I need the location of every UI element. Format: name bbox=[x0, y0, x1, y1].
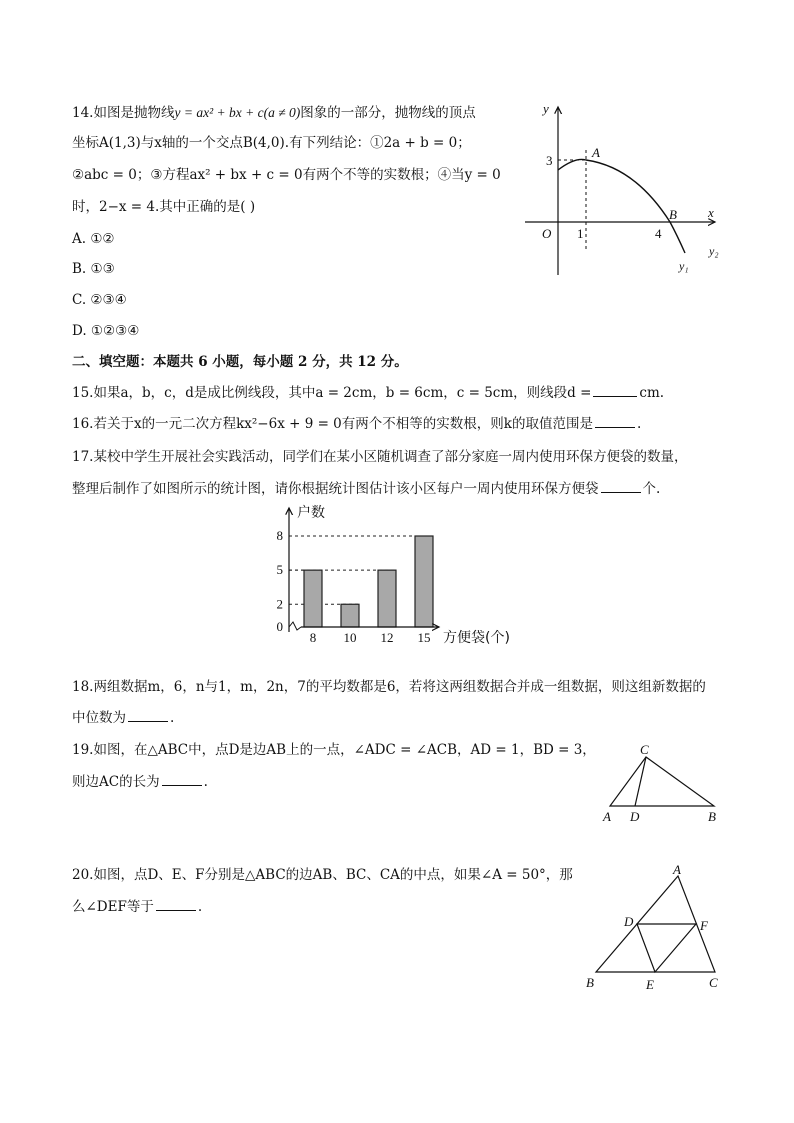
q17-unit: 个. bbox=[642, 481, 661, 497]
q20-midpoint-triangle-def bbox=[637, 924, 696, 972]
chart-x-label: 方便袋(个) bbox=[443, 630, 510, 646]
chart-bar-10 bbox=[341, 604, 359, 627]
q19-line1: 19.如图，在△ABC中，点D是边AB上的一点，∠ADC = ∠ACB，AD = 1，BD = 3， bbox=[72, 742, 596, 758]
q20-line2-text: 么∠DEF等于 bbox=[72, 899, 154, 915]
chart-bar-12 bbox=[378, 570, 396, 627]
chart-bar-15 bbox=[415, 536, 433, 627]
q14-option-c[interactable]: C. ②③④ bbox=[72, 292, 127, 308]
q17-line2 bbox=[72, 480, 660, 498]
q14-equation: y = ax² + bx + c(a ≠ 0) bbox=[174, 105, 301, 120]
section2-heading: 二、填空题：本题共 6 小题，每小题 2 分，共 12 分。 bbox=[72, 354, 408, 370]
q19-answer-blank[interactable] bbox=[162, 773, 202, 786]
chart-x-tick-8: 8 bbox=[309, 630, 317, 645]
chart-x-tick-10: 10 bbox=[343, 630, 357, 645]
q18-end: . bbox=[170, 710, 175, 726]
q14-line2: 坐标A(1,3)与x轴的一个交点B(4,0).有下列结论：①2a + b = 0； bbox=[72, 135, 471, 151]
q14-parabola-figure bbox=[515, 95, 730, 280]
chart-bar-8 bbox=[304, 570, 322, 627]
q14-option-b[interactable]: B. ①③ bbox=[72, 261, 115, 277]
q14-label-a: A bbox=[592, 145, 600, 160]
chart-y-tick-2: 2 bbox=[276, 596, 283, 612]
q14-tick-3: 3 bbox=[546, 153, 553, 168]
q19-label-d: D bbox=[630, 809, 640, 824]
q14-line4: 时，2−x = 4.其中正确的是( ) bbox=[72, 199, 256, 215]
q14-number: 14. bbox=[72, 105, 94, 121]
q14-line1-a: 如图是抛物线 bbox=[93, 105, 175, 121]
q19-line2 bbox=[72, 773, 208, 791]
chart-x-tick-12: 12 bbox=[380, 630, 394, 645]
q16-text: 16.若关于x的一元二次方程kx²−6x + 9 = 0有两个不相等的实数根，则k的取值范围是 bbox=[72, 416, 593, 432]
q18-line2-text: 中位数为 bbox=[72, 710, 126, 726]
q17-answer-blank[interactable] bbox=[601, 480, 641, 493]
q20-label-d: D bbox=[624, 914, 634, 929]
q14-label-y: y bbox=[543, 101, 549, 116]
q20-end: . bbox=[197, 899, 203, 915]
chart-y-tick-8: 8 bbox=[276, 528, 283, 543]
q19-label-b: B bbox=[708, 809, 716, 824]
q14-option-a[interactable]: A. ①② bbox=[72, 231, 115, 247]
q18-line2 bbox=[72, 709, 174, 727]
chart-y-label: 户数 bbox=[297, 505, 325, 521]
q19-label-a: A bbox=[603, 809, 611, 824]
q17-line1: 17.某校中学生开展社会实践活动，同学们在某小区随机调查了部分家庭一周内使用环保方便袋的数量， bbox=[72, 449, 688, 465]
q19-triangle-figure bbox=[598, 742, 728, 827]
q14-line1-b: 图象的一部分，抛物线的顶点 bbox=[300, 105, 476, 121]
q16-answer-blank[interactable] bbox=[595, 415, 635, 428]
q20-label-f: F bbox=[700, 918, 708, 933]
q20-answer-blank[interactable] bbox=[156, 898, 196, 911]
q19-end: . bbox=[203, 774, 208, 790]
q20-triangle-figure bbox=[580, 862, 730, 997]
q15-unit: cm. bbox=[639, 385, 665, 401]
q14-line3: ②abc = 0；③方程ax² + bx + c = 0有两个不等的实数根；④当y = 0 bbox=[72, 167, 501, 183]
chart-y-tick-0: 0 bbox=[276, 619, 283, 634]
q20-label-b: B bbox=[586, 975, 594, 990]
q16-end: . bbox=[636, 416, 642, 432]
q15-answer-blank[interactable] bbox=[593, 384, 637, 397]
q20-label-e: E bbox=[646, 977, 654, 992]
chart-x-tick-15: 15 bbox=[417, 630, 431, 645]
q20-label-a: A bbox=[673, 862, 681, 877]
q18-line1: 18.两组数据m，6，n与1，m，2n，7的平均数都是6，若将这两组数据合并成一组数据，则这组新数据的 bbox=[72, 679, 706, 695]
q15-text: 15.如果a，b，c，d是成比例线段，其中a = 2cm，b = 6cm，c = 5cm，则线段d = bbox=[72, 385, 592, 401]
chart-x-axis-break bbox=[289, 622, 301, 630]
q14-tick-4: 4 bbox=[655, 226, 662, 241]
q20-line2 bbox=[72, 898, 202, 916]
q14-label-b: B bbox=[669, 207, 677, 222]
q14-label-x: x bbox=[708, 205, 714, 220]
q17-bar-chart bbox=[265, 500, 530, 650]
q16-line bbox=[72, 415, 641, 433]
q14-line1 bbox=[72, 104, 476, 122]
q15-line bbox=[72, 384, 664, 402]
q18-answer-blank[interactable] bbox=[128, 709, 168, 722]
q19-line2-text: 则边AC的长为 bbox=[72, 774, 160, 790]
q20-label-c: C bbox=[709, 975, 718, 990]
q14-tick-1: 1 bbox=[577, 226, 584, 241]
q14-label-y2: y₂ bbox=[709, 244, 719, 258]
chart-y-tick-5: 5 bbox=[276, 562, 283, 578]
q17-line2-text: 整理后制作了如图所示的统计图，请你根据统计图估计该小区每户一周内使用环保方便袋 bbox=[72, 481, 599, 497]
q14-label-y1: y₁ bbox=[679, 259, 689, 273]
q20-line1: 20.如图，点D、E、F分别是△ABC的边AB、BC、CA的中点，如果∠A = 50°，那 bbox=[72, 867, 573, 883]
q14-option-d[interactable]: D. ①②③④ bbox=[72, 323, 140, 339]
q19-label-c: C bbox=[640, 742, 649, 757]
q19-triangle-abc bbox=[610, 757, 714, 806]
q14-label-origin: O bbox=[542, 226, 552, 241]
